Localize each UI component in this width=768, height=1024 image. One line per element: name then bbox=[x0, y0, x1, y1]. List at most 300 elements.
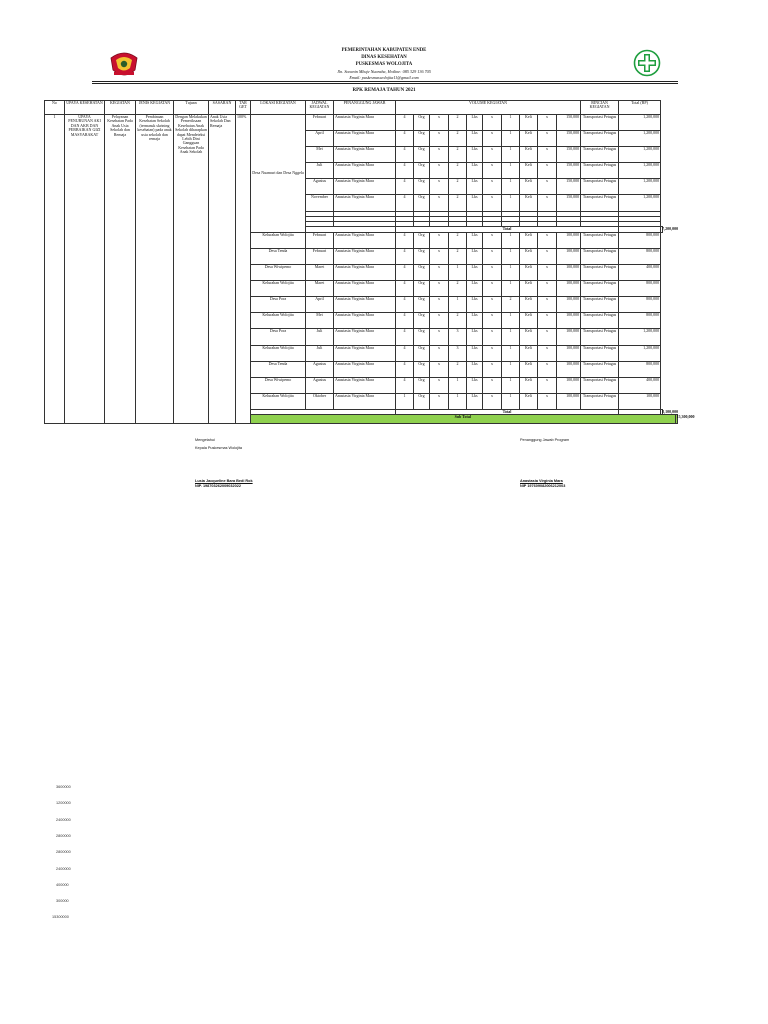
volume-x2: x bbox=[483, 115, 502, 131]
volume-n3: 1 bbox=[502, 232, 520, 248]
pj-cell: Anastasia Virginia Mara bbox=[334, 265, 396, 281]
stray-number: 2400000 bbox=[56, 866, 71, 871]
volume-n1: 4 bbox=[396, 115, 414, 131]
lokasi-cell: Desa Wiwipemo bbox=[251, 377, 306, 393]
volume-n1: 4 bbox=[396, 329, 414, 345]
volume-n3: 1 bbox=[502, 179, 520, 195]
volume-u3: Keli bbox=[520, 361, 538, 377]
volume-x2: x bbox=[483, 377, 502, 393]
sig-right-nip: NIP 197609082006212003 bbox=[520, 484, 566, 488]
unit-price: 150,000 bbox=[557, 195, 581, 211]
volume-x3: x bbox=[538, 195, 557, 211]
rincian-cell: Transportasi Petugas bbox=[581, 393, 619, 409]
row-total: 1,200,000 bbox=[619, 345, 661, 361]
volume-x2: x bbox=[483, 131, 502, 147]
pj-cell: Anastasia Virginia Mara bbox=[334, 345, 396, 361]
row-total: 800,000 bbox=[619, 248, 661, 264]
volume-n3: 1 bbox=[502, 265, 520, 281]
volume-n1: 4 bbox=[396, 232, 414, 248]
jadwal-cell: Agustus bbox=[306, 361, 334, 377]
pj-cell: Anastasia Virginia Mara bbox=[334, 377, 396, 393]
row-total: 1,200,000 bbox=[619, 195, 661, 211]
row-total: 800,000 bbox=[619, 281, 661, 297]
col-upaya: UPAYA KESEHATAN bbox=[65, 101, 105, 115]
cell-lokasi: Desa Nuamuri dan Desa Nggela bbox=[251, 115, 306, 233]
volume-x2: x bbox=[483, 179, 502, 195]
rincian-cell: Transportasi Petugas bbox=[581, 377, 619, 393]
row-total: 800,000 bbox=[619, 313, 661, 329]
volume-x1: x bbox=[430, 361, 449, 377]
volume-u1: Org bbox=[414, 345, 430, 361]
volume-n2: 1 bbox=[449, 393, 467, 409]
volume-x2: x bbox=[483, 265, 502, 281]
volume-x3: x bbox=[538, 345, 557, 361]
rincian-cell: Transportasi Petugas bbox=[581, 345, 619, 361]
volume-x2: x bbox=[483, 345, 502, 361]
pj-cell: Anastasia Virginia Mara bbox=[334, 297, 396, 313]
stray-number: 1200000 bbox=[56, 801, 71, 806]
volume-u3: Keli bbox=[520, 329, 538, 345]
volume-u3: Keli bbox=[520, 232, 538, 248]
col-sasaran: SASARAN bbox=[209, 101, 236, 115]
volume-x1: x bbox=[430, 281, 449, 297]
volume-n3: 1 bbox=[502, 377, 520, 393]
total-label: Total bbox=[396, 227, 619, 232]
volume-x2: x bbox=[483, 329, 502, 345]
pj-cell: Anastasia Virginia Mara bbox=[334, 147, 396, 163]
volume-u1: Org bbox=[414, 393, 430, 409]
rincian-cell: Transportasi Petugas bbox=[581, 131, 619, 147]
volume-n3: 2 bbox=[502, 297, 520, 313]
table-row bbox=[45, 115, 678, 131]
rincian-cell: Transportasi Petugas bbox=[581, 147, 619, 163]
volume-u1: Org bbox=[414, 265, 430, 281]
pj-cell: Anastasia Virginia Mara bbox=[334, 361, 396, 377]
volume-u2: Lks bbox=[467, 281, 483, 297]
col-jadwal: JADWAL KEGIATAN bbox=[306, 101, 334, 115]
sig-right-name bbox=[520, 479, 563, 483]
pj-cell: Anastasia Virginia Mara bbox=[334, 131, 396, 147]
pj-cell: Anastasia Virginia Mara bbox=[334, 329, 396, 345]
unit-price: 100,000 bbox=[557, 248, 581, 264]
volume-x1: x bbox=[430, 329, 449, 345]
rincian-cell: Transportasi Petugas bbox=[581, 163, 619, 179]
volume-n1: 4 bbox=[396, 345, 414, 361]
volume-x1: x bbox=[430, 297, 449, 313]
cell-target: 100% bbox=[236, 115, 251, 424]
row-total: 800,000 bbox=[619, 297, 661, 313]
volume-u1: Org bbox=[414, 313, 430, 329]
col-target: TAR GET bbox=[236, 101, 251, 115]
stray-number: 400000 bbox=[56, 882, 69, 887]
cell-no: 1 bbox=[45, 115, 65, 424]
document-title: RPK REMAJA TAHUN 2021 bbox=[352, 88, 416, 93]
volume-x2: x bbox=[483, 281, 502, 297]
jadwal-cell: Juli bbox=[306, 345, 334, 361]
row-total: 1,200,000 bbox=[619, 179, 661, 195]
volume-x3: x bbox=[538, 313, 557, 329]
volume-x2: x bbox=[483, 248, 502, 264]
sig-right-title: Penanggung Jawab Program bbox=[520, 438, 570, 442]
volume-u1: Org bbox=[414, 248, 430, 264]
col-lokasi: LOKASI KEGIATAN bbox=[251, 101, 306, 115]
row-total: 1,200,000 bbox=[619, 131, 661, 147]
volume-n2: 1 bbox=[449, 297, 467, 313]
volume-n2: 2 bbox=[449, 232, 467, 248]
volume-x3: x bbox=[538, 281, 557, 297]
volume-n1: 4 bbox=[396, 248, 414, 264]
volume-n2: 2 bbox=[449, 163, 467, 179]
volume-u3: Keli bbox=[520, 147, 538, 163]
volume-n1: 4 bbox=[396, 297, 414, 313]
volume-n1: 4 bbox=[396, 131, 414, 147]
col-pj: PENANGGUNG JAWAB bbox=[334, 101, 396, 115]
sig-left-name-text: Lusia Jacqueline Bara Bedi Rok bbox=[195, 479, 253, 483]
lokasi-cell: Desa Pora bbox=[251, 297, 306, 313]
volume-u3: Keli bbox=[520, 393, 538, 409]
volume-u2: Lks bbox=[467, 248, 483, 264]
sig-left-title1: Mengetahui bbox=[195, 438, 215, 442]
jadwal-cell: Agustus bbox=[306, 377, 334, 393]
cell-kegiatan: Pelayanan Kesehatan Pada Anak Usia Sekolah dan Remaja bbox=[105, 115, 136, 424]
jadwal-cell: April bbox=[306, 131, 334, 147]
jadwal-cell: Maret bbox=[306, 265, 334, 281]
table-body bbox=[45, 114, 695, 424]
volume-n2: 2 bbox=[449, 115, 467, 131]
jadwal-cell: Juli bbox=[306, 163, 334, 179]
sig-left-nip: NIP. 198703262009032022 bbox=[195, 484, 241, 488]
unit-price: 100,000 bbox=[557, 232, 581, 248]
volume-u2: Lks bbox=[467, 265, 483, 281]
pj-cell: Anastasia Virginia Mara bbox=[334, 248, 396, 264]
volume-u3: Keli bbox=[520, 115, 538, 131]
unit-price: 100,000 bbox=[557, 377, 581, 393]
cell-tujuan: Dengan Melakukan Pemeriksaan Kesehatan Anak Sekolah diharapkan dapat Mendeteksi Lebih Dini Gangguan Kesehatan Pada Anak Sekolah bbox=[174, 115, 209, 424]
volume-n2: 2 bbox=[449, 195, 467, 211]
letterhead-rule-thin bbox=[92, 83, 678, 84]
rincian-cell: Transportasi Petugas bbox=[581, 265, 619, 281]
subtotal-label: Sub Total bbox=[251, 415, 676, 424]
volume-x1: x bbox=[430, 313, 449, 329]
volume-n3: 1 bbox=[502, 163, 520, 179]
volume-n3: 1 bbox=[502, 147, 520, 163]
pj-cell: Anastasia Virginia Mara bbox=[334, 195, 396, 211]
cell-upaya: UPAYA PENURUNAN AKI DAN AKB DAN PERBAIKAN GIZI MASYARAKAT bbox=[65, 115, 105, 424]
volume-u2: Lks bbox=[467, 195, 483, 211]
volume-n2: 2 bbox=[449, 179, 467, 195]
row-total: 1,200,000 bbox=[619, 163, 661, 179]
sig-left-name bbox=[195, 479, 253, 483]
lokasi-cell: Kelurahan Wolojita bbox=[251, 345, 306, 361]
pj-cell: Anastasia Virginia Mara bbox=[334, 393, 396, 409]
volume-n3: 1 bbox=[502, 361, 520, 377]
volume-n1: 4 bbox=[396, 163, 414, 179]
rpk-table bbox=[44, 100, 695, 424]
volume-u1: Org bbox=[414, 297, 430, 313]
volume-u2: Lks bbox=[467, 163, 483, 179]
volume-u1: Org bbox=[414, 179, 430, 195]
jadwal-cell: Februari bbox=[306, 115, 334, 131]
volume-n2: 2 bbox=[449, 248, 467, 264]
pj-cell: Anastasia Virginia Mara bbox=[334, 313, 396, 329]
jadwal-cell: Februari bbox=[306, 232, 334, 248]
volume-u3: Keli bbox=[520, 131, 538, 147]
col-no: No bbox=[45, 101, 65, 115]
volume-x1: x bbox=[430, 179, 449, 195]
volume-x1: x bbox=[430, 163, 449, 179]
volume-u2: Lks bbox=[467, 361, 483, 377]
stray-number: 2400000 bbox=[56, 817, 71, 822]
volume-u1: Org bbox=[414, 115, 430, 131]
volume-n1: 4 bbox=[396, 377, 414, 393]
volume-n1: 4 bbox=[396, 281, 414, 297]
jadwal-cell: Mei bbox=[306, 313, 334, 329]
volume-x2: x bbox=[483, 313, 502, 329]
sig-right-name-text: Anastasia Virginia Mara bbox=[520, 479, 563, 483]
volume-n3: 1 bbox=[502, 248, 520, 264]
rincian-cell: Transportasi Petugas bbox=[581, 232, 619, 248]
volume-u1: Org bbox=[414, 361, 430, 377]
total-value: 8,100,000 bbox=[662, 408, 679, 414]
rincian-cell: Transportasi Petugas bbox=[581, 179, 619, 195]
volume-x3: x bbox=[538, 265, 557, 281]
unit-price: 100,000 bbox=[557, 313, 581, 329]
unit-price: 100,000 bbox=[557, 265, 581, 281]
volume-n2: 2 bbox=[449, 361, 467, 377]
cell-sasaran: Anak Usia Sekolah Dan Remaja bbox=[209, 115, 236, 424]
row-total: 800,000 bbox=[619, 361, 661, 377]
lokasi-cell: Desa Tenda bbox=[251, 248, 306, 264]
rincian-cell: Transportasi Petugas bbox=[581, 297, 619, 313]
volume-x1: x bbox=[430, 345, 449, 361]
volume-u3: Keli bbox=[520, 195, 538, 211]
volume-u3: Keli bbox=[520, 281, 538, 297]
jadwal-cell: Oktober bbox=[306, 393, 334, 409]
total-label: Total bbox=[396, 409, 619, 414]
volume-u3: Keli bbox=[520, 313, 538, 329]
unit-price: 150,000 bbox=[557, 163, 581, 179]
volume-x2: x bbox=[483, 297, 502, 313]
unit-price: 150,000 bbox=[557, 179, 581, 195]
rincian-cell: Transportasi Petugas bbox=[581, 248, 619, 264]
cell-jenis: Pembinaan Kesehatan Sekolah (termasuk skrining kesehatan) pada anak usia sekolah dan remaja bbox=[136, 115, 174, 424]
letterhead-email: Email: puskesmaswolojita11@gmail.com bbox=[349, 75, 419, 80]
volume-u2: Lks bbox=[467, 313, 483, 329]
volume-x3: x bbox=[538, 297, 557, 313]
stray-number: 2800000 bbox=[56, 833, 71, 838]
jadwal-cell: Februari bbox=[306, 248, 334, 264]
volume-u2: Lks bbox=[467, 393, 483, 409]
unit-price: 100,000 bbox=[557, 361, 581, 377]
volume-n1: 4 bbox=[396, 313, 414, 329]
jadwal-cell: Mei bbox=[306, 147, 334, 163]
col-tujuan: Tujuan bbox=[174, 101, 209, 115]
row-total: 400,000 bbox=[619, 377, 661, 393]
row-total: 100,000 bbox=[619, 393, 661, 409]
pj-cell: Anastasia Virginia Mara bbox=[334, 232, 396, 248]
volume-x3: x bbox=[538, 393, 557, 409]
volume-x1: x bbox=[430, 248, 449, 264]
volume-n3: 1 bbox=[502, 281, 520, 297]
volume-u1: Org bbox=[414, 329, 430, 345]
volume-u3: Keli bbox=[520, 297, 538, 313]
rincian-cell: Transportasi Petugas bbox=[581, 329, 619, 345]
volume-n2: 1 bbox=[449, 377, 467, 393]
volume-x3: x bbox=[538, 131, 557, 147]
letterhead-government: PEMERINTAHAN KABUPATEN ENDE bbox=[341, 48, 427, 53]
volume-x2: x bbox=[483, 147, 502, 163]
rincian-cell: Transportasi Petugas bbox=[581, 115, 619, 131]
volume-u2: Lks bbox=[467, 297, 483, 313]
row-total: 1,200,000 bbox=[619, 147, 661, 163]
unit-price: 150,000 bbox=[557, 147, 581, 163]
volume-x1: x bbox=[430, 377, 449, 393]
volume-n3: 1 bbox=[502, 131, 520, 147]
col-rincian: RINCIAN KEGIATAN bbox=[581, 101, 619, 115]
volume-n2: 1 bbox=[449, 265, 467, 281]
pj-cell: Anastasia Virginia Mara bbox=[334, 115, 396, 131]
volume-x2: x bbox=[483, 361, 502, 377]
volume-n1: 4 bbox=[396, 361, 414, 377]
row-total: 1,200,000 bbox=[619, 329, 661, 345]
stray-number: 3600000 bbox=[56, 785, 71, 789]
volume-n1: 1 bbox=[396, 393, 414, 409]
unit-price: 100,000 bbox=[557, 329, 581, 345]
volume-u2: Lks bbox=[467, 147, 483, 163]
volume-x3: x bbox=[538, 232, 557, 248]
sig-left-title2: Kepala Puskesmas Wolojita bbox=[195, 446, 242, 450]
volume-u2: Lks bbox=[467, 345, 483, 361]
volume-u2: Lks bbox=[467, 329, 483, 345]
table-header-row bbox=[45, 101, 678, 115]
volume-n2: 2 bbox=[449, 147, 467, 163]
volume-n2: 2 bbox=[449, 313, 467, 329]
volume-x3: x bbox=[538, 329, 557, 345]
volume-n1: 4 bbox=[396, 265, 414, 281]
lokasi-cell: Kelurahan Wolojita bbox=[251, 281, 306, 297]
volume-u1: Org bbox=[414, 147, 430, 163]
volume-n3: 1 bbox=[502, 329, 520, 345]
volume-n3: 1 bbox=[502, 115, 520, 131]
total-value: 7,200,000 bbox=[662, 226, 679, 232]
volume-u2: Lks bbox=[467, 377, 483, 393]
letterhead-address: Jln. Soeanin Mbuje Nuaraha, Hotline: 085 329 136 705 bbox=[337, 69, 431, 74]
unit-price: 100,000 bbox=[557, 297, 581, 313]
volume-n3: 1 bbox=[502, 195, 520, 211]
volume-x3: x bbox=[538, 377, 557, 393]
stray-number: 300000 bbox=[56, 899, 69, 904]
volume-u3: Keli bbox=[520, 248, 538, 264]
letterhead-agency: DINAS KESEHATAN bbox=[361, 55, 407, 60]
volume-u1: Org bbox=[414, 377, 430, 393]
pj-cell: Anastasia Virginia Mara bbox=[334, 163, 396, 179]
jadwal-cell: April bbox=[306, 297, 334, 313]
row-total: 400,000 bbox=[619, 265, 661, 281]
volume-x3: x bbox=[538, 115, 557, 131]
volume-u1: Org bbox=[414, 163, 430, 179]
lokasi-cell: Kelurahan Wolojita bbox=[251, 393, 306, 409]
volume-x2: x bbox=[483, 393, 502, 409]
jadwal-cell: November bbox=[306, 195, 334, 211]
subtotal-value: 15,300,000 bbox=[675, 415, 677, 424]
volume-n1: 4 bbox=[396, 179, 414, 195]
volume-u1: Org bbox=[414, 232, 430, 248]
volume-x3: x bbox=[538, 147, 557, 163]
volume-n2: 2 bbox=[449, 131, 467, 147]
volume-u2: Lks bbox=[467, 131, 483, 147]
volume-x1: x bbox=[430, 147, 449, 163]
unit-price: 100,000 bbox=[557, 281, 581, 297]
jadwal-cell: Agustus bbox=[306, 179, 334, 195]
unit-price: 150,000 bbox=[557, 131, 581, 147]
col-kegiatan: KEGIATAN bbox=[105, 101, 136, 115]
volume-x1: x bbox=[430, 232, 449, 248]
col-volume: VOLUME KEGIATAN bbox=[396, 101, 581, 115]
volume-x1: x bbox=[430, 265, 449, 281]
unit-price: 150,000 bbox=[557, 115, 581, 131]
rincian-cell: Transportasi Petugas bbox=[581, 281, 619, 297]
unit-price: 100,000 bbox=[557, 345, 581, 361]
volume-u1: Org bbox=[414, 281, 430, 297]
row-total: 800,000 bbox=[619, 232, 661, 248]
lokasi-cell: Desa Tenda bbox=[251, 361, 306, 377]
volume-u3: Keli bbox=[520, 265, 538, 281]
volume-n1: 4 bbox=[396, 195, 414, 211]
volume-x1: x bbox=[430, 393, 449, 409]
letterhead-rule bbox=[92, 81, 678, 82]
volume-u1: Org bbox=[414, 131, 430, 147]
volume-n2: 3 bbox=[449, 345, 467, 361]
lokasi-cell: Kelurahan Wolojita bbox=[251, 232, 306, 248]
volume-u3: Keli bbox=[520, 179, 538, 195]
lokasi-cell: Desa Pora bbox=[251, 329, 306, 345]
volume-u2: Lks bbox=[467, 232, 483, 248]
letterhead-puskesmas: PUSKESMAS WOLOJITA bbox=[355, 62, 413, 67]
stray-number: 15300000 bbox=[52, 915, 69, 920]
col-total: Total (RP) bbox=[619, 101, 661, 115]
jadwal-cell: Juli bbox=[306, 329, 334, 345]
volume-n3: 1 bbox=[502, 393, 520, 409]
volume-x1: x bbox=[430, 115, 449, 131]
volume-n2: 2 bbox=[449, 281, 467, 297]
volume-x2: x bbox=[483, 163, 502, 179]
lokasi-cell: Kelurahan Wolojita bbox=[251, 313, 306, 329]
pj-cell: Anastasia Virginia Mara bbox=[334, 281, 396, 297]
volume-u1: Org bbox=[414, 195, 430, 211]
volume-x3: x bbox=[538, 179, 557, 195]
volume-x3: x bbox=[538, 361, 557, 377]
volume-n3: 1 bbox=[502, 345, 520, 361]
volume-u2: Lks bbox=[467, 115, 483, 131]
volume-x3: x bbox=[538, 248, 557, 264]
rincian-cell: Transportasi Petugas bbox=[581, 313, 619, 329]
col-jenis: JENIS KEGIATAN bbox=[136, 101, 174, 115]
lokasi-cell: Desa Wiwipemo bbox=[251, 265, 306, 281]
row-total: 1,200,000 bbox=[619, 115, 661, 131]
volume-n2: 3 bbox=[449, 329, 467, 345]
volume-x1: x bbox=[430, 131, 449, 147]
volume-x2: x bbox=[483, 195, 502, 211]
volume-x2: x bbox=[483, 232, 502, 248]
rincian-cell: Transportasi Petugas bbox=[581, 361, 619, 377]
volume-u3: Keli bbox=[520, 377, 538, 393]
volume-u3: Keli bbox=[520, 345, 538, 361]
rincian-cell: Transportasi Petugas bbox=[581, 195, 619, 211]
volume-n1: 4 bbox=[396, 147, 414, 163]
pj-cell: Anastasia Virginia Mara bbox=[334, 179, 396, 195]
volume-x1: x bbox=[430, 195, 449, 211]
unit-price: 100,000 bbox=[557, 393, 581, 409]
